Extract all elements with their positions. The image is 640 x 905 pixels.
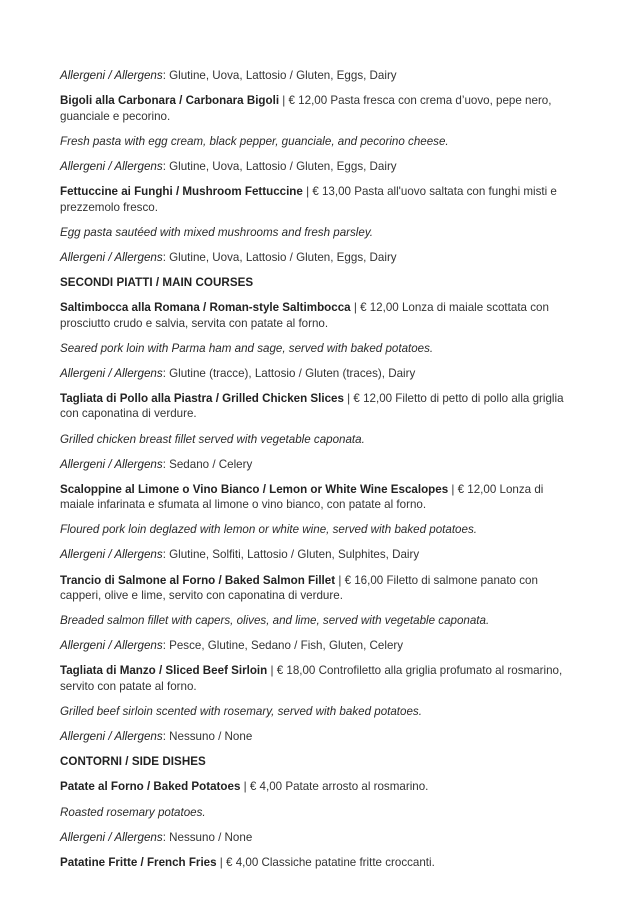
menu-item-name: Scaloppine al Limone o Vino Bianco / Lemon or White Wine Escalopes <box>60 482 449 496</box>
allergens-value: : Glutine, Uova, Lattosio / Gluten, Eggs, Dairy <box>162 250 397 264</box>
allergens-value: : Glutine, Solfiti, Lattosio / Gluten, Sulphites, Dairy <box>162 548 420 562</box>
menu-item-separator: | <box>279 94 289 108</box>
allergens-value: : Nessuno / None <box>162 830 253 844</box>
allergens-line <box>60 638 576 654</box>
menu-item-price-description: € 4,00 Patate arrosto al rosmarino. <box>249 780 429 794</box>
menu-item-price-description: € 18,00 Controfiletto alla griglia profumato al rosmarino, servito con patate al forno. <box>60 664 563 694</box>
allergens-value: : Pesce, Glutine, Sedano / Fish, Gluten, Celery <box>162 639 404 653</box>
dish-translation: Floured pork loin deglazed with lemon or white wine, served with baked potatoes. <box>60 523 477 537</box>
menu-item-name: Tagliata di Manzo / Sliced Beef Sirloin <box>60 664 268 678</box>
menu-item-separator: | <box>240 780 250 794</box>
dish-translation: Grilled beef sirloin scented with rosemary, served with baked potatoes. <box>60 705 422 719</box>
menu-item <box>60 391 576 422</box>
allergens-value: : Glutine, Uova, Lattosio / Gluten, Eggs, Dairy <box>162 69 397 82</box>
menu-item-separator: | <box>448 482 458 496</box>
allergens-value: : Nessuno / None <box>162 730 253 744</box>
allergens-label: Allergeni / Allergens <box>60 366 163 380</box>
allergens-value: : Glutine (tracce), Lattosio / Gluten (traces), Dairy <box>162 366 416 380</box>
menu-item-price-description: € 4,00 Classiche patatine fritte croccanti. <box>226 855 435 869</box>
allergens-line <box>60 547 576 563</box>
allergens-label: Allergeni / Allergens <box>60 548 163 562</box>
menu-content <box>60 68 576 870</box>
dish-translation: Seared pork loin with Parma ham and sage, served with baked potatoes. <box>60 341 434 355</box>
dish-translation: Grilled chicken breast fillet served with vegetable caponata. <box>60 432 365 446</box>
menu-item <box>60 300 576 331</box>
allergens-line <box>60 729 576 745</box>
menu-item-separator: | <box>216 855 227 869</box>
menu-item-price-description: € 12,00 Lonza di maiale infarinata e sfumata al limone o vino bianco, con patate al forno. <box>60 482 544 512</box>
section-heading: SECONDI PIATTI / MAIN COURSES <box>60 275 254 289</box>
menu-item-name: Tagliata di Pollo alla Piastra / Grilled Chicken Slices <box>60 391 344 405</box>
menu-item <box>60 663 576 694</box>
allergens-line <box>60 830 576 846</box>
allergens-label: Allergeni / Allergens <box>60 730 163 744</box>
allergens-line <box>60 250 576 266</box>
allergens-line <box>60 159 576 175</box>
menu-item-name: Fettuccine ai Funghi / Mushroom Fettuccine <box>60 184 303 198</box>
menu-item <box>60 779 576 795</box>
dish-translation: Fresh pasta with egg cream, black pepper, guanciale, and pecorino cheese. <box>60 134 449 148</box>
allergens-label: Allergeni / Allergens <box>60 69 163 82</box>
menu-item-name: Patatine Fritte / French Fries <box>60 855 217 869</box>
allergens-line <box>60 366 576 382</box>
allergens-value: : Glutine, Uova, Lattosio / Gluten, Eggs, Dairy <box>162 159 397 173</box>
allergens-label: Allergeni / Allergens <box>60 250 163 264</box>
allergens-line <box>60 68 576 84</box>
section-heading: CONTORNI / SIDE DISHES <box>60 755 206 769</box>
menu-item-separator: | <box>350 300 361 314</box>
menu-item <box>60 93 576 124</box>
menu-item-separator: | <box>267 664 277 678</box>
allergens-value: : Sedano / Celery <box>162 457 253 471</box>
menu-item <box>60 855 576 871</box>
menu-item-separator: | <box>302 184 313 198</box>
menu-item-price-description: € 12,00 Filetto di petto di pollo alla griglia con caponatina di verdure. <box>60 391 564 421</box>
menu-item-price-description: € 13,00 Pasta all'uovo saltata con funghi misti e prezzemolo fresco. <box>60 184 557 214</box>
allergens-label: Allergeni / Allergens <box>60 457 163 471</box>
allergens-label: Allergeni / Allergens <box>60 159 163 173</box>
menu-item <box>60 184 576 215</box>
allergens-label: Allergeni / Allergens <box>60 639 163 653</box>
allergens-line <box>60 457 576 473</box>
menu-item-name: Trancio di Salmone al Forno / Baked Salmon Fillet <box>60 573 336 587</box>
dish-translation: Egg pasta sautéed with mixed mushrooms and fresh parsley. <box>60 225 373 239</box>
menu-item-price-description: € 16,00 Filetto di salmone panato con capperi, olive e lime, servito con caponatina di verdure. <box>60 573 538 603</box>
menu-item-separator: | <box>335 573 345 587</box>
allergens-label: Allergeni / Allergens <box>60 830 163 844</box>
menu-item <box>60 482 576 513</box>
menu-item-separator: | <box>343 391 354 405</box>
menu-item-name: Patate al Forno / Baked Potatoes <box>60 780 241 794</box>
dish-translation: Breaded salmon fillet with capers, olives, and lime, served with vegetable caponata. <box>60 614 490 628</box>
menu-item-name: Saltimbocca alla Romana / Roman-style Saltimbocca <box>60 300 351 314</box>
menu-item-name: Bigoli alla Carbonara / Carbonara Bigoli <box>60 94 280 108</box>
menu-item-price-description: € 12,00 Lonza di maiale scottata con prosciutto crudo e salvia, servita con patate al forno. <box>60 300 549 330</box>
dish-translation: Roasted rosemary potatoes. <box>60 805 206 819</box>
menu-item-price-description: € 12,00 Pasta fresca con crema d’uovo, pepe nero, guanciale e pecorino. <box>60 94 552 123</box>
menu-item <box>60 573 576 604</box>
